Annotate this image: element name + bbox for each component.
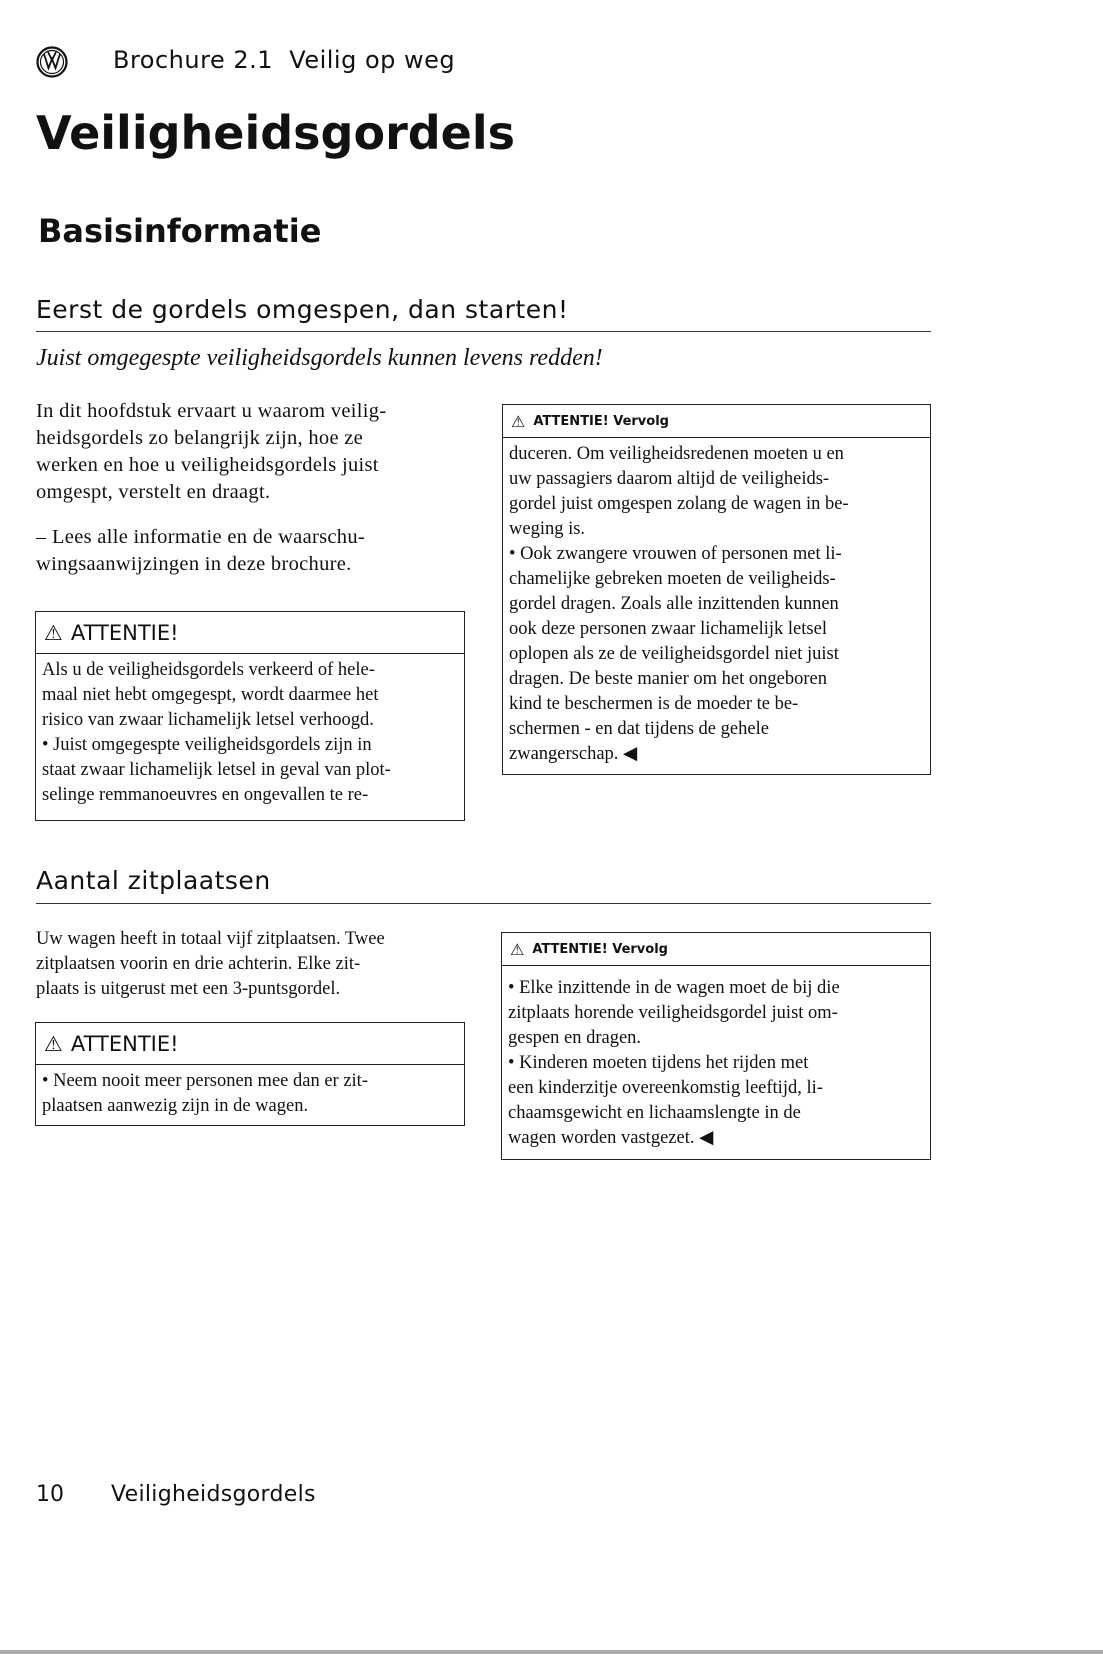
warning-text: • Elke inzittende in de wagen moet de bij die zitplaats horende veiligheidsgordel juist om- gespen en dragen. • Kinderen moeten tijdens het rijden met een kinderzitje overeenkomstig leeftijd, li- chaamsgewicht en lichaamslengte in de wagen worden vastgezet. ◀ [508, 978, 840, 1148]
divider [36, 903, 931, 904]
warning-box [35, 1022, 465, 1126]
divider [36, 331, 931, 332]
subsection-heading: Eerst de gordels omgespen, dan starten! [36, 295, 569, 324]
warning-triangle-icon: ⚠ [44, 620, 63, 645]
section-title: Basisinformatie [38, 212, 322, 250]
breadcrumb: Brochure 2.1 Veilig op weg [113, 46, 456, 74]
warning-triangle-icon: ⚠ [511, 411, 526, 431]
seats-paragraph: Uw wagen heeft in totaal vijf zitplaatsen. Twee zitplaatsen voorin en drie achterin. Elke zit- plaats is uitgerust met een 3-puntsgordel. [36, 929, 385, 999]
warning-text: • Neem nooit meer personen mee dan er zit- plaatsen aanwezig zijn in de wagen. [42, 1071, 368, 1116]
vw-logo-icon [36, 46, 68, 78]
warning-box [35, 611, 465, 821]
warning-continued-box [502, 404, 931, 775]
warning-label: ATTENTIE! [70, 1031, 179, 1056]
subsection-heading: Aantal zitplaatsen [36, 866, 271, 895]
warning-label: ATTENTIE! Vervolg [532, 941, 668, 957]
warning-label: ATTENTIE! [70, 620, 179, 645]
tagline: Juist omgegespte veiligheidsgordels kunnen levens redden! [36, 345, 603, 371]
warning-triangle-icon: ⚠ [44, 1031, 63, 1056]
warning-continued-box [501, 932, 931, 1160]
intro-paragraph: In dit hoofdstuk ervaart u waarom veilig- heidsgordels zo belangrijk zijn, hoe ze werken en hoe u veiligheidsgordels juist omgespt, verstelt en draagt. [36, 400, 387, 503]
warning-text: duceren. Om veiligheidsredenen moeten u en uw passagiers daarom altijd de veiligheids- gordel juist omgespen zolang de wagen in be- weging is. • Ook zwangere vrouwen of personen met li- chamelijke gebreken moeten de veiligheids- gordel dragen. Zoals alle inzittenden kunnen ook deze personen zwaar lichamelijk letsel oplopen als ze de veiligheidsgordel niet juist dragen. De beste manier om het ongeboren kind te beschermen is de moeder te be- schermen - en dat tijdens de gehele zwangerschap. ◀ [509, 444, 849, 764]
page-edge [0, 1650, 1103, 1654]
page-title: Veiligheidsgordels [36, 106, 516, 160]
instruction-paragraph: – Lees alle informatie en de waarschu- wingsaanwijzingen in deze brochure. [36, 526, 365, 575]
warning-triangle-icon: ⚠ [510, 939, 525, 959]
page-number: 10 [36, 1482, 64, 1507]
warning-label: ATTENTIE! Vervolg [533, 413, 669, 429]
footer-chapter: Veiligheidsgordels [111, 1482, 316, 1507]
warning-text: Als u de veiligheidsgordels verkeerd of hele- maal niet hebt omgegespt, wordt daarmee het risico van zwaar lichamelijk letsel verhoogd. • Juist omgegespte veiligheidsgordels zijn in staat zwaar lichamelijk letsel in geval van plot- selinge remmanoeuvres en ongevallen te re- [42, 660, 391, 805]
